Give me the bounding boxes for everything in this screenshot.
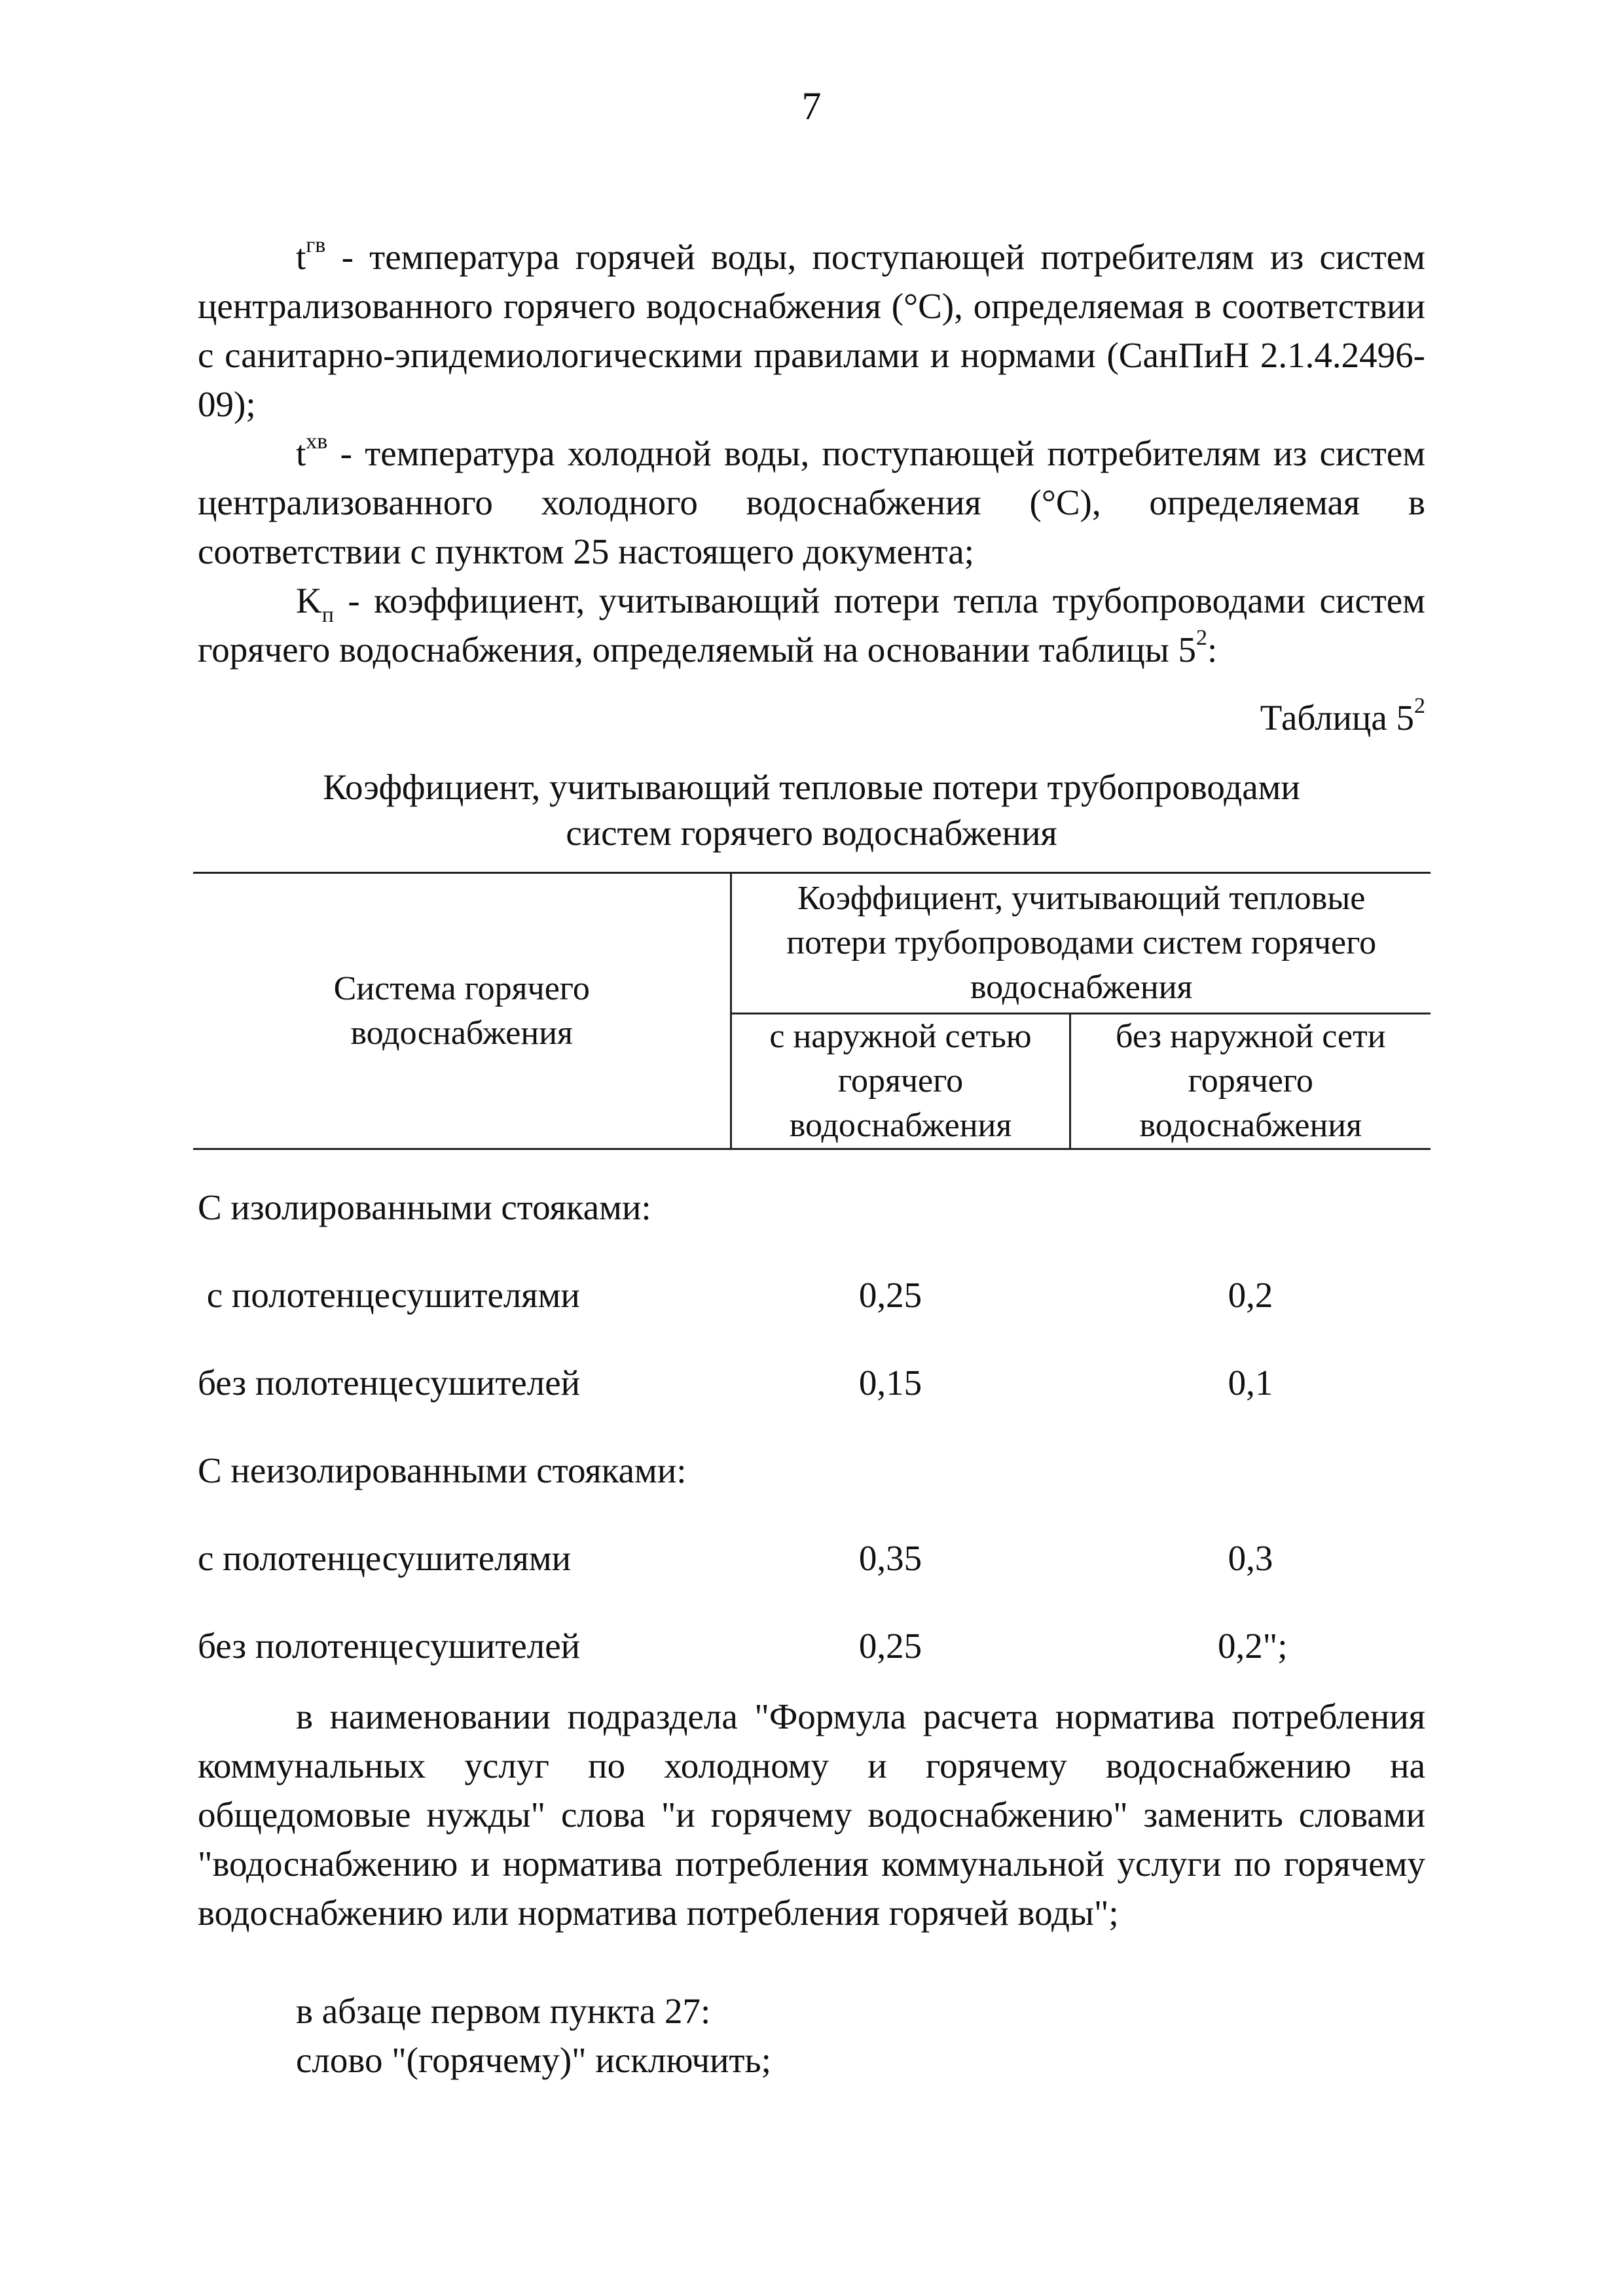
page-number: 7: [801, 84, 822, 128]
value-without-network: 0,1: [1228, 1363, 1273, 1403]
amendment-paragraph: слово "(горячему)" исключить;: [296, 2040, 771, 2080]
header-with-network: с наружной сетью горячего водоснабжения: [731, 1014, 1070, 1149]
header-without-network: без наружной сети горячего водоснабжения: [1070, 1014, 1431, 1149]
value-with-network: 0,25: [858, 1626, 922, 1666]
value-without-network: 0,2";: [1218, 1626, 1288, 1666]
table-caption: [198, 764, 1425, 856]
amendment-paragraph: в наименовании подраздела "Формула расчета норматива потребления коммунальных услуг по холодному и горячему водоснабжению на общедомовые нужды" слова "и горячему водоснабжению" заменить словами "водоснабжению и норматива потребления коммунальной услуги по горячему водоснабжению или норматива потребления горячей воды";: [198, 1696, 1425, 1933]
table-label: Таблица $5^2$: [1260, 694, 1425, 738]
row-label: С неизолированными стояками:: [198, 1450, 687, 1490]
coefficient-table: [193, 872, 1431, 1150]
value-without-network: 0,2: [1228, 1275, 1273, 1315]
definition-t-cold: $t^{хв}$ - температура холодной воды, поступающей потребителям из систем централизованного холодного водоснабжения (°C), определяемая в соответствии с пунктом 25 настоящего документа;: [198, 429, 1425, 571]
definition-kn: $K_п$ - коэффициент, учитывающий потери тепла трубопроводами систем горячего водоснабжения, определяемый на основании таблицы $5^2$:: [198, 581, 1425, 670]
table-caption-line: систем горячего водоснабжения: [566, 813, 1057, 853]
row-label: без полотенцесушителей: [198, 1363, 581, 1403]
row-label: с полотенцесушителями: [198, 1538, 572, 1578]
definition-t-hot: $t^{гв}$ - температура горячей воды, поступающей потребителям из систем централизованного горячего водоснабжения (°C), определяемая в соответствии с санитарно-эпидемиологическими правилами и нормами (СанПиН 2.1.4.2496-09);: [198, 233, 1425, 424]
row-label: С изолированными стояками:: [198, 1187, 651, 1227]
table-caption-line: Коэффициент, учитывающий тепловые потери трубопроводами: [323, 767, 1300, 807]
header-system: Система горячего водоснабжения: [193, 873, 731, 1149]
amendment-paragraph: в абзаце первом пункта 27:: [296, 1991, 711, 2031]
value-with-network: 0,35: [858, 1538, 922, 1578]
value-with-network: 0,25: [858, 1275, 922, 1315]
row-label: с полотенцесушителями: [198, 1275, 580, 1315]
value-with-network: 0,15: [858, 1363, 922, 1403]
value-without-network: 0,3: [1228, 1538, 1273, 1578]
header-coefficient-group: Коэффициент, учитывающий тепловые потери трубопроводами систем горячего водоснабжения: [731, 873, 1431, 1014]
row-label: без полотенцесушителей: [198, 1626, 581, 1666]
